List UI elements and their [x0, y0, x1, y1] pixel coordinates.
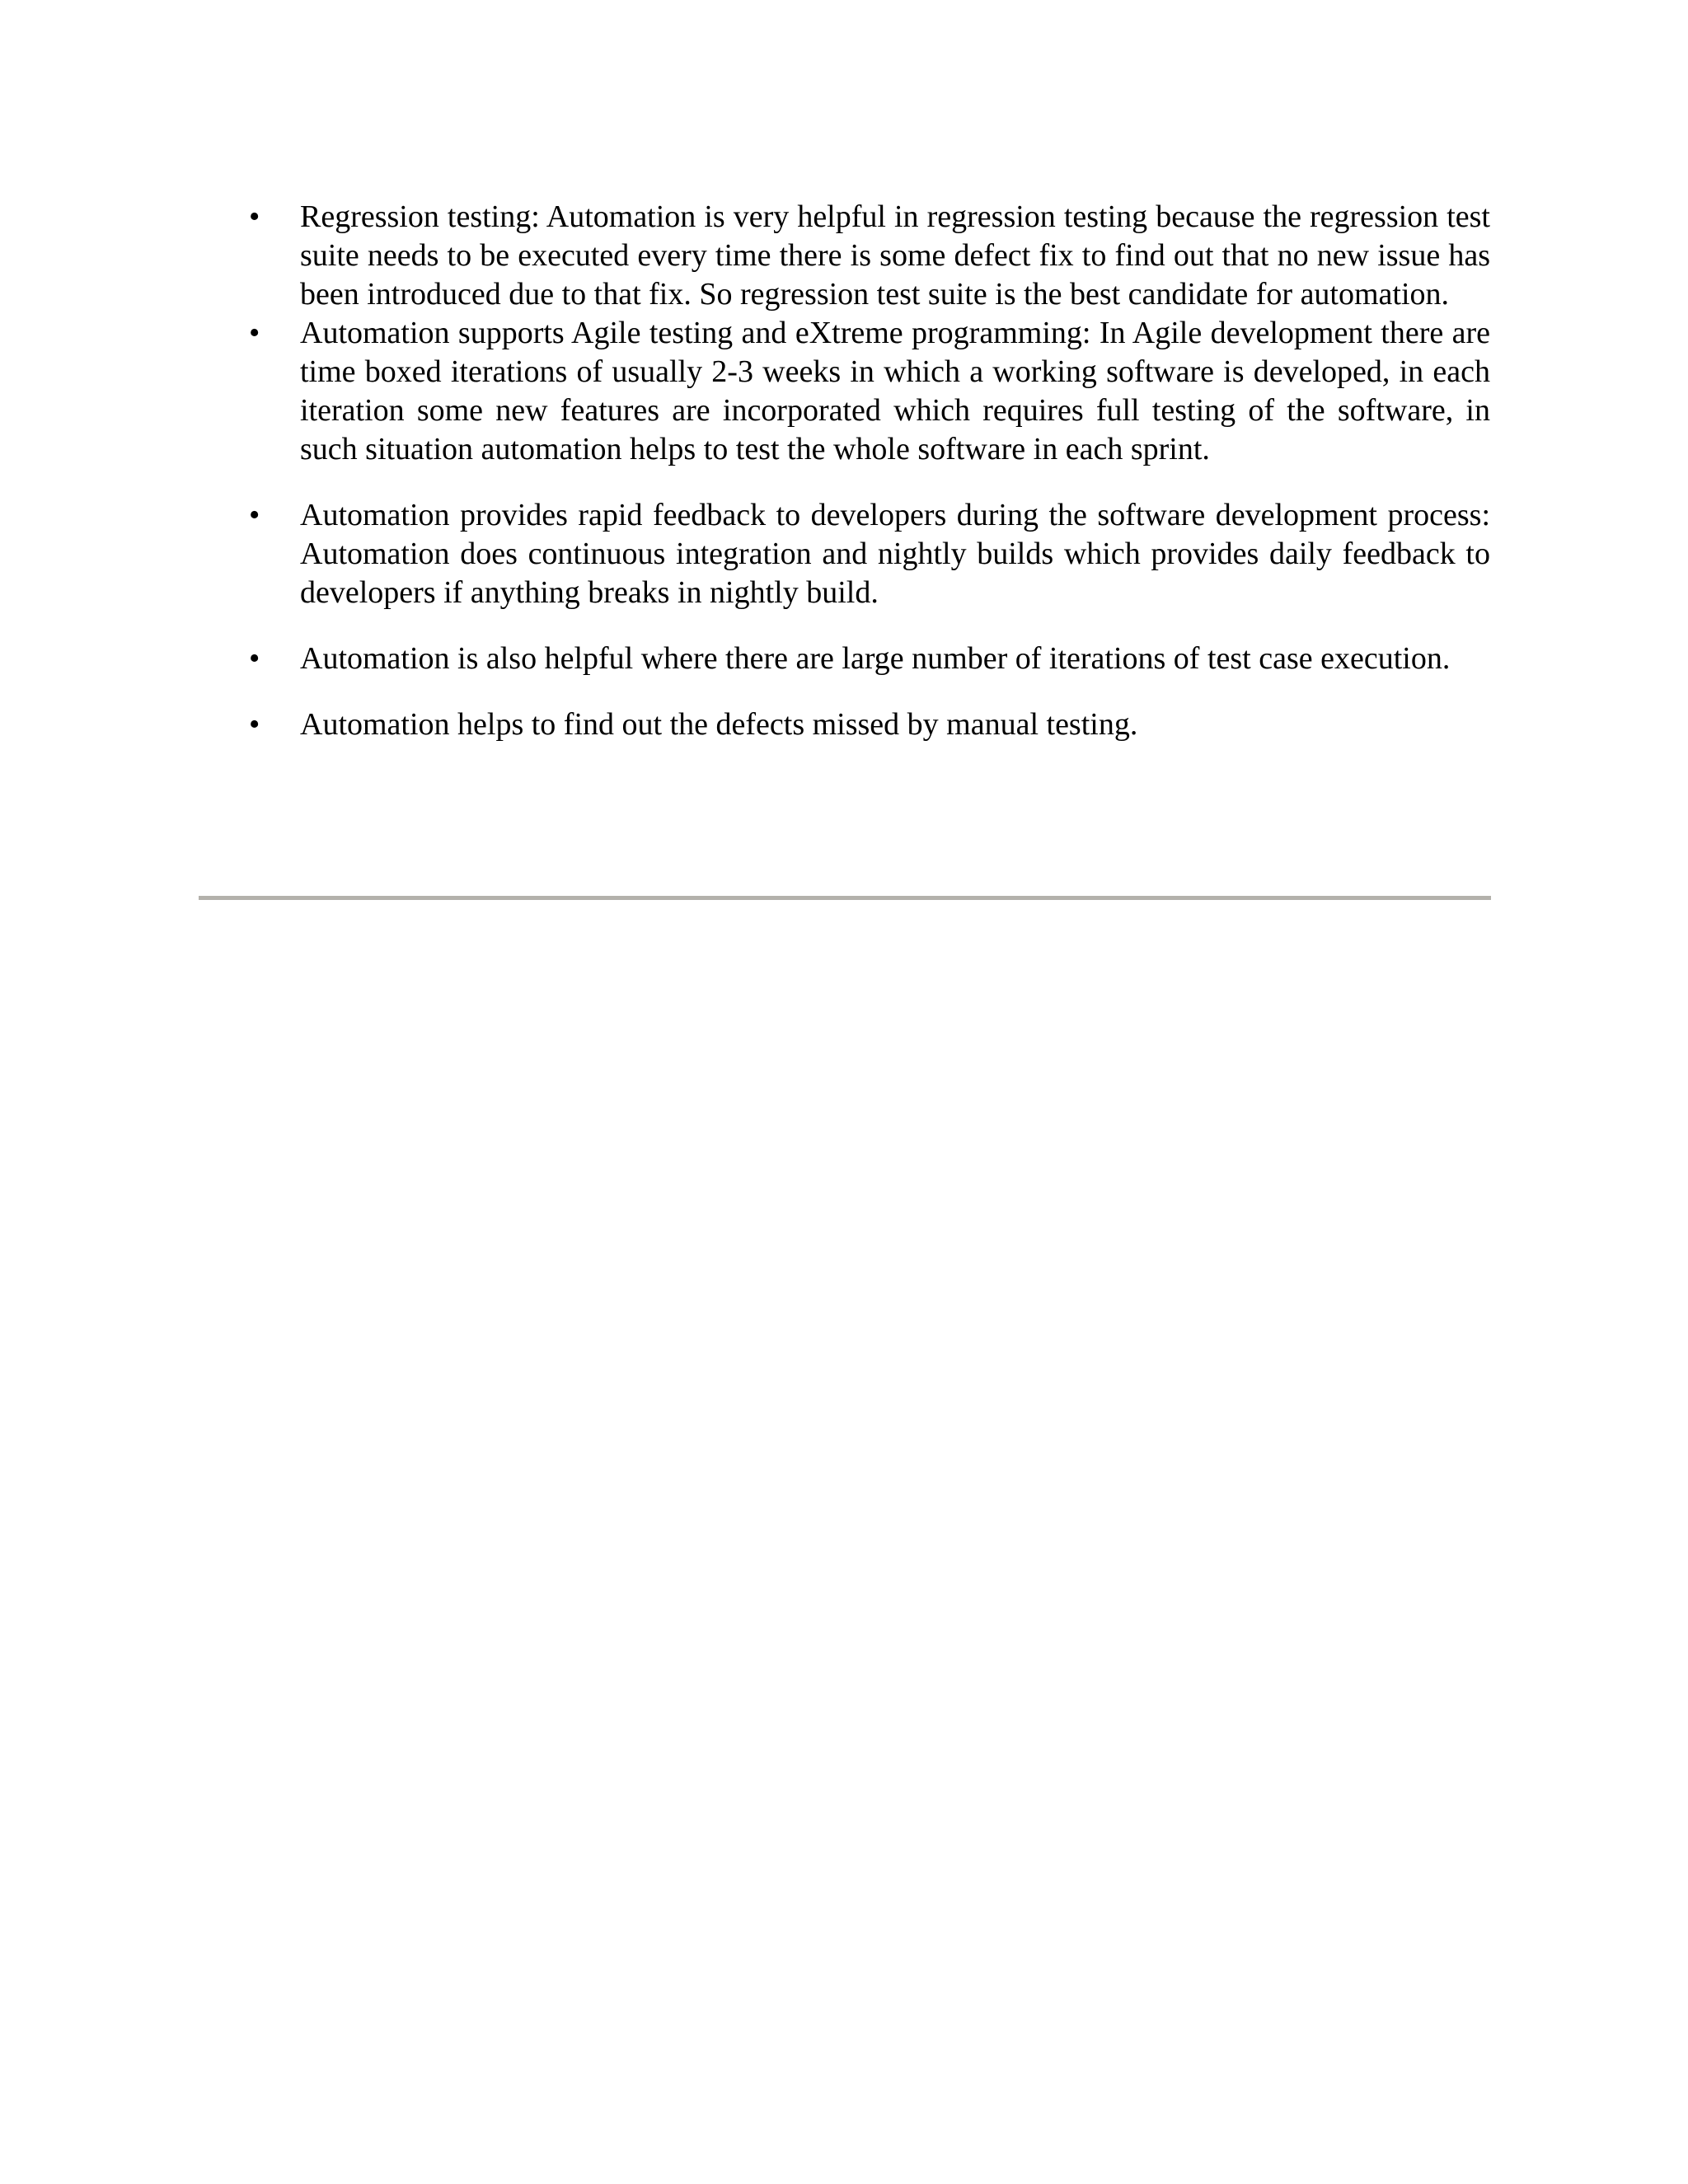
list-item [244, 314, 1490, 469]
list-item [244, 705, 1490, 744]
bullet-icon: • [249, 316, 260, 350]
list-item-text: Automation helps to find out the defects missed by manual testing. [300, 707, 1138, 742]
list-item-text: Automation supports Agile testing and eXtreme programming: In Agile development there are time boxed iterations of usually 2-3 weeks in which a working software is developed, in each iteration some new features are incorporated which requires full testing of the software, in such situation automation helps to test the whole software in each sprint. [300, 316, 1490, 466]
list-item [244, 198, 1490, 314]
list-item-text: Automation is also helpful where there are large number of iterations of test case execution. [300, 641, 1451, 676]
list-item-text: Regression testing: Automation is very helpful in regression testing because the regression test suite needs to be executed every time there is some defect fix to find out that no new issue has been introduced due to that fix. So regression test suite is the best candidate for automation. [300, 199, 1490, 312]
bullet-icon: • [249, 498, 260, 532]
bullet-list [244, 198, 1490, 744]
horizontal-rule [199, 896, 1491, 900]
list-item [244, 640, 1490, 678]
bullet-icon: • [249, 199, 260, 234]
bullet-icon: • [249, 707, 260, 742]
bullet-icon: • [249, 641, 260, 676]
list-item [244, 496, 1490, 612]
list-item-text: Automation provides rapid feedback to developers during the software development process: Automation does continuous integration and nightly builds which provides daily feedback to developers if anything breaks in nightly build. [300, 498, 1490, 610]
